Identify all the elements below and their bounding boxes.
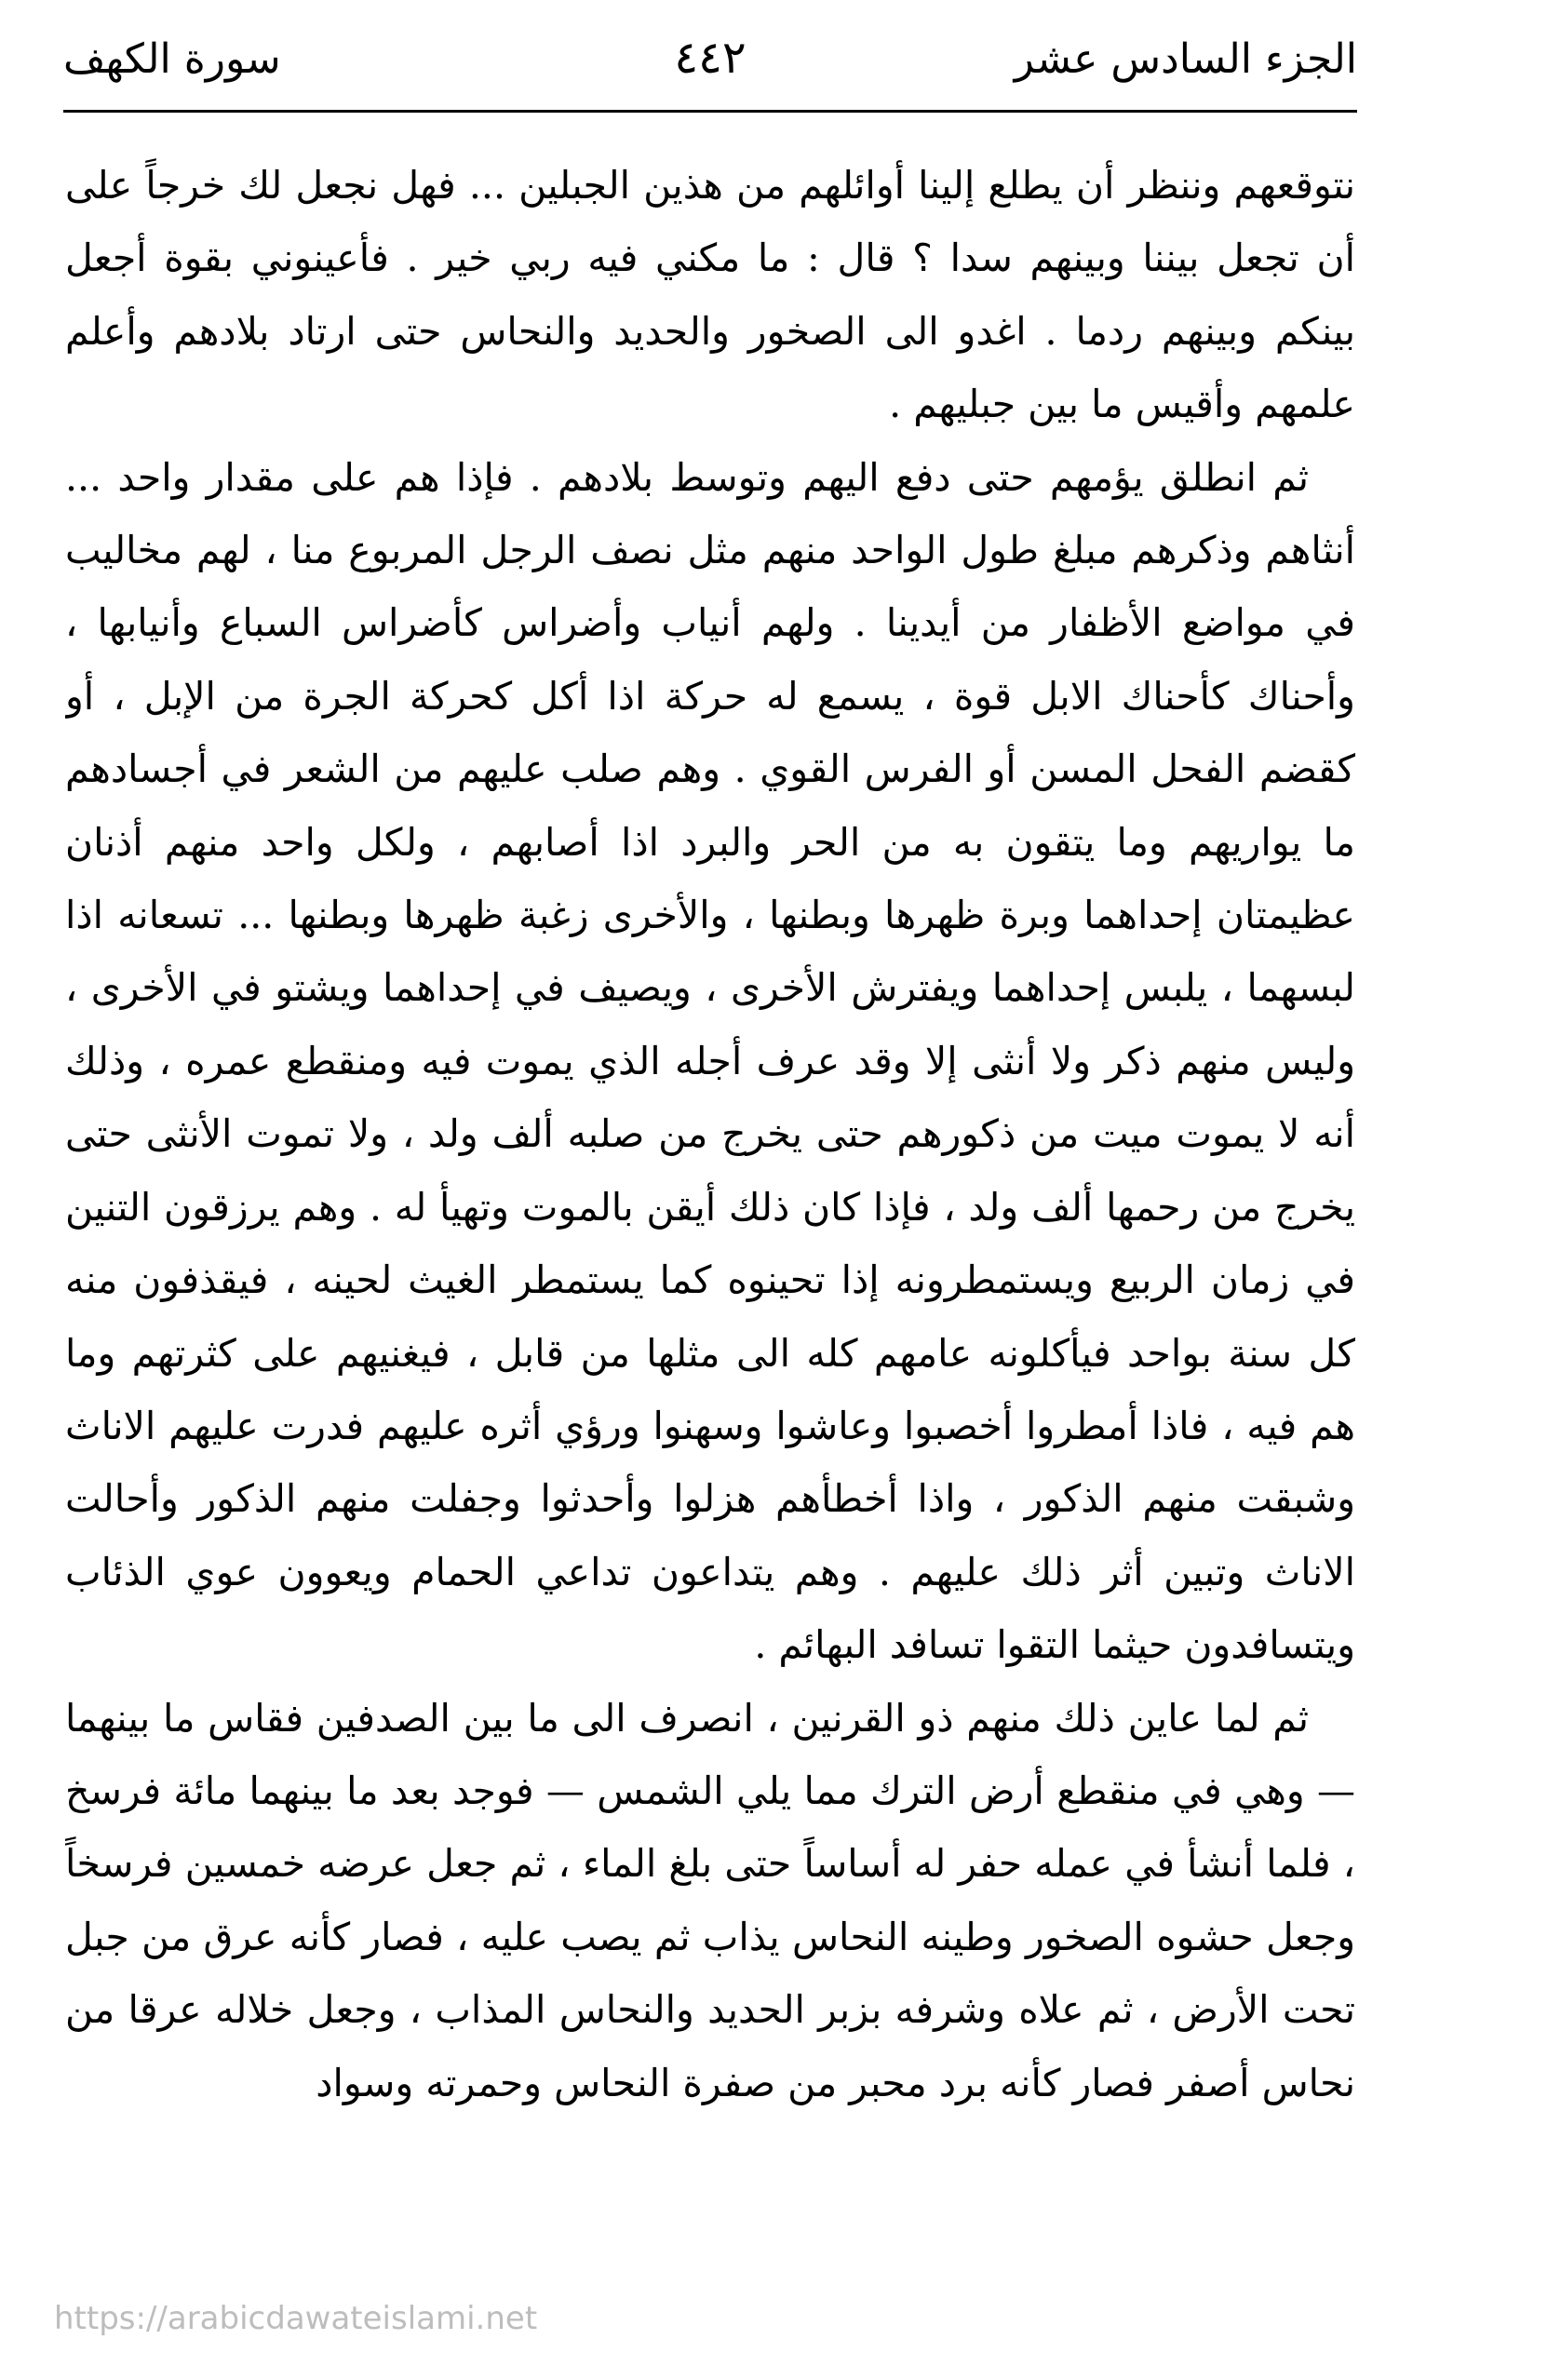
header-rule <box>63 110 1357 113</box>
juz-title: الجزء السادس عشر <box>1014 35 1357 83</box>
page-body <box>65 149 1355 2178</box>
surah-title: سورة الكهف <box>63 35 281 83</box>
page-header <box>63 28 1357 93</box>
watermark-url: https://arabicdawateislami.net <box>54 2300 538 2337</box>
paragraph-1: نتوقعهم وننظر أن يطلع إلينا أوائلهم من هذين الجبلين ... فهل نجعل لك خرجاً على أن تجعل بيننا وبينهم سدا ؟ قال : ما مكني فيه ربي خير . فأعينوني بقوة أجعل بينكم وبينهم ردما . اغدو الى الصخور والحديد والنحاس حتى ارتاد بلادهم وأعلم علمهم وأقيس ما بين جبليهم . <box>65 163 1355 427</box>
paragraph-3: ثم لما عاين ذلك منهم ذو القرنين ، انصرف الى ما بين الصدفين فقاس ما بينهما — وهي في منقطع أرض الترك مما يلي الشمس — فوجد بعد ما بينهما مائة فرسخ ، فلما أنشأ في عمله حفر له أساساً حتى بلغ الماء ، ثم جعل عرضه خمسين فرسخاً وجعل حشوه الصخور وطينه النحاس يذاب ثم يصب عليه ، فصار كأنه عرق من جبل تحت الأرض ، ثم علاه وشرفه بزبر الحديد والنحاس المذاب ، وجعل خلاله عرقا من نحاس أصفر فصار كأنه برد محبر من صفرة النحاس وحمرته وسواد <box>65 1695 1355 2105</box>
page-number: ٤٤٢ <box>674 32 747 84</box>
paragraph-2: ثم انطلق يؤمهم حتى دفع اليهم وتوسط بلادهم . فإذا هم على مقدار واحد ... أنثاهم وذكرهم مبلغ طول الواحد منهم مثل نصف الرجل المربوع منا ، لهم مخاليب في مواضع الأظفار من أيدينا . ولهم أنياب وأضراس كأضراس السباع وأنيابها ، وأحناك كأحناك الابل قوة ، يسمع له حركة اذا أكل كحركة الجرة من الإبل ، أو كقضم الفحل المسن أو الفرس القوي . وهم صلب عليهم من الشعر في أجسادهم ما يواريهم وما يتقون به من الحر والبرد اذا أصابهم ، ولكل واحد منهم أذنان عظيمتان إحداهما وبرة ظهرها وبطنها ، والأخرى زغبة ظهرها وبطنها ... تسعانه اذا لبسهما ، يلبس إحداهما ويفترش الأخرى ، ويصيف في إحداهما ويشتو في الأخرى ، وليس منهم ذكر ولا أنثى إلا وقد عرف أجله الذي يموت فيه ومنقطع عمره ، وذلك أنه لا يموت ميت من ذكورهم حتى يخرج من صلبه ألف ولد ، ولا تموت الأنثى حتى يخرج من رحمها ألف ولد ، فإذا كان ذلك أيقن بالموت وتهيأ له . وهم يرزقون التنين في زمان الربيع ويستمطرونه إذا تحينوه كما يستمطر الغيث لحينه ، فيقذفون منه كل سنة بواحد فيأكلونه عامهم كله الى مثلها من قابل ، فيغنيهم على كثرتهم وما هم فيه ، فاذا أمطروا أخصبوا وعاشوا وسهنوا ورؤي أثره عليهم فدرت عليهم الاناث وشبقت منهم الذكور ، واذا أخطأهم هزلوا وأحدثوا وجفلت منهم الذكور وأحالت الاناث وتبين أثر ذلك عليهم . وهم يتداعون تداعي الحمام ويعوون عوي الذئاب ويتسافدون حيثما التقوا تسافد البهائم . <box>65 454 1355 1668</box>
